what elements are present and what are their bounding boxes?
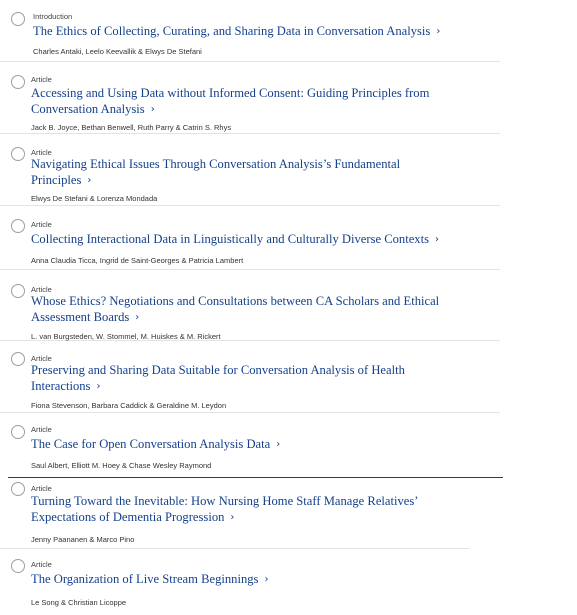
toc-item xyxy=(0,340,500,413)
toc-item xyxy=(0,133,500,206)
select-checkbox-icon[interactable] xyxy=(11,75,25,89)
item-type-label: Article xyxy=(31,220,52,229)
article-authors: Jack B. Joyce, Bethan Benwell, Ruth Parry & Catrin S. Rhys xyxy=(31,123,232,132)
article-authors: Jenny Paananen & Marco Pino xyxy=(31,535,135,544)
item-type-label: Article xyxy=(31,75,52,84)
article-title-line: Assessment Boards xyxy=(31,309,130,324)
select-checkbox-icon[interactable] xyxy=(11,425,25,439)
article-authors: L. van Burgsteden, W. Stommel, M. Huiskes & M. Rickert xyxy=(31,332,221,341)
article-title-line: Conversation Analysis xyxy=(31,101,145,116)
article-authors: Elwys De Stefani & Lorenza Mondada xyxy=(31,194,158,203)
chevron-right-icon: › xyxy=(436,26,441,37)
article-title-link[interactable] xyxy=(31,494,418,525)
select-checkbox-icon[interactable] xyxy=(11,147,25,161)
toc-item xyxy=(0,0,500,62)
item-type-label: Article xyxy=(31,148,52,157)
article-title-line: The Case for Open Conversation Analysis Data xyxy=(31,437,271,451)
select-checkbox-icon[interactable] xyxy=(11,219,25,233)
chevron-right-icon: › xyxy=(96,380,101,392)
article-title-last-line xyxy=(31,173,400,189)
toc-item xyxy=(0,61,500,134)
chevron-right-icon: › xyxy=(230,511,235,523)
select-checkbox-icon[interactable] xyxy=(11,352,25,366)
chevron-right-icon: › xyxy=(276,439,281,450)
article-title-link[interactable] xyxy=(31,572,268,588)
select-checkbox-icon[interactable] xyxy=(11,559,25,573)
select-checkbox-icon[interactable] xyxy=(11,284,25,298)
select-checkbox-icon[interactable] xyxy=(11,482,25,496)
article-title-line: Principles xyxy=(31,172,82,187)
article-title-last-line xyxy=(31,102,429,118)
article-title-last-line xyxy=(31,510,418,526)
article-title-last-line xyxy=(31,379,405,395)
chevron-right-icon: › xyxy=(87,174,92,186)
chevron-right-icon: › xyxy=(135,311,140,323)
article-authors: Fiona Stevenson, Barbara Caddick & Geraldine M. Leydon xyxy=(31,401,227,410)
article-title-link[interactable] xyxy=(33,24,440,40)
article-title-line: Accessing and Using Data without Informed Consent: Guiding Principles from xyxy=(31,86,430,100)
toc-item xyxy=(0,269,500,341)
article-title-link[interactable] xyxy=(31,232,439,248)
article-title-last-line xyxy=(31,232,439,248)
article-title-line: Collecting Interactional Data in Linguistically and Culturally Diverse Contexts xyxy=(31,232,430,246)
item-type-label: Article xyxy=(31,484,52,493)
article-title-line: Preserving and Sharing Data Suitable for Conversation Analysis of Health xyxy=(31,363,405,377)
article-title-last-line xyxy=(31,572,268,588)
article-title-line: Whose Ethics? Negotiations and Consultations between CA Scholars and Ethical xyxy=(31,294,440,308)
toc-item xyxy=(0,548,500,615)
article-authors: Le Song & Christian Licoppe xyxy=(31,598,127,607)
article-title-line: Interactions xyxy=(31,378,91,393)
item-type-label: Article xyxy=(31,285,52,294)
article-title-link[interactable] xyxy=(31,437,280,453)
article-authors: Anna Claudia Ticca, Ingrid de Saint-Georges & Patricia Lambert xyxy=(31,256,244,265)
article-title-link[interactable] xyxy=(31,157,400,188)
article-title-line: The Ethics of Collecting, Curating, and Sharing Data in Conversation Analysis xyxy=(33,24,431,38)
article-title-line: Expectations of Dementia Progression xyxy=(31,509,225,524)
article-authors: Saul Albert, Elliott M. Hoey & Chase Wesley Raymond xyxy=(31,461,212,470)
article-title-link[interactable] xyxy=(31,294,439,325)
article-title-line: Navigating Ethical Issues Through Conversation Analysis’s Fundamental xyxy=(31,157,401,171)
section-divider xyxy=(8,477,503,478)
toc-item xyxy=(0,205,500,270)
article-title-link[interactable] xyxy=(31,363,405,394)
item-type-label: Article xyxy=(31,354,52,363)
article-title-last-line xyxy=(33,24,440,40)
toc-item xyxy=(0,477,470,549)
select-checkbox-icon[interactable] xyxy=(11,12,25,26)
item-type-label: Article xyxy=(31,560,52,569)
chevron-right-icon: › xyxy=(264,574,269,585)
article-title-link[interactable] xyxy=(31,86,429,117)
item-type-label: Introduction xyxy=(33,12,73,21)
chevron-right-icon: › xyxy=(150,103,155,115)
item-type-label: Article xyxy=(31,425,52,434)
chevron-right-icon: › xyxy=(435,234,440,245)
article-title-line: Turning Toward the Inevitable: How Nursing Home Staff Manage Relatives’ xyxy=(31,494,419,508)
article-title-last-line xyxy=(31,437,280,453)
article-authors: Charles Antaki, Leelo Keevallik & Elwys De Stefani xyxy=(33,47,202,56)
toc-item xyxy=(0,412,500,477)
article-title-line: The Organization of Live Stream Beginnings xyxy=(31,572,259,586)
article-title-last-line xyxy=(31,310,439,326)
